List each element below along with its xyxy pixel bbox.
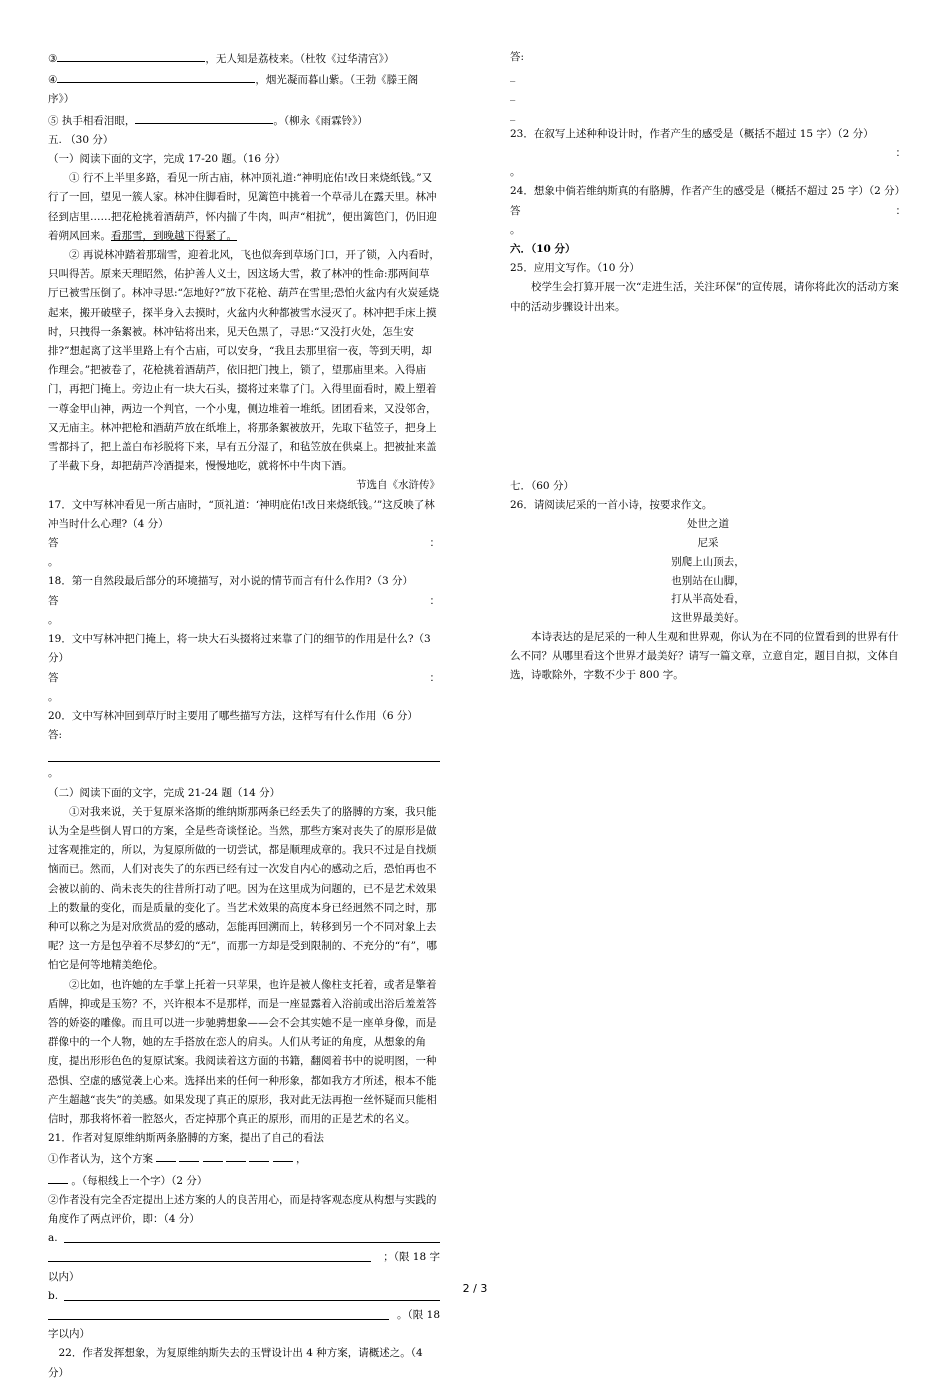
answer-line[interactable]	[48, 749, 440, 762]
question-26-body: 本诗表达的是尼采的一种人生观和世界观，你认为在不同的位置看到的世界有什么不同？从哪里看这个世界才最美好？请写一篇文章，立意自定，题目自拟，文体自选，诗歌除外，字数不少于 800 字。	[510, 631, 899, 682]
answer-24[interactable]: 答 ：	[510, 204, 906, 217]
char-blank[interactable]	[249, 1148, 269, 1162]
fill-blank-4: ④ ，烟光凝而暮山紫。（王勃《滕王阁	[48, 69, 440, 90]
answer-19[interactable]: 答 ：	[48, 671, 440, 684]
char-blank[interactable]	[179, 1148, 199, 1162]
answer-end: 。	[48, 556, 59, 569]
question-21-1-cont: 。（每根线上一个字）（2 分）	[48, 1170, 440, 1191]
answer-21-a-limit: 以内）	[48, 1270, 80, 1283]
section-5-title: 五. （30 分）	[48, 133, 114, 146]
answer-21-a-cont: ；（限 18 字	[48, 1248, 440, 1267]
answer-23[interactable]: ：	[895, 147, 906, 160]
fill-blank-5: ⑤ 执手相看泪眼， 。（柳永《雨霖铃》）	[48, 110, 440, 131]
answer-22-label: 答:	[510, 51, 525, 63]
answer-space[interactable]	[510, 317, 906, 477]
right-column	[510, 48, 906, 686]
answer-end: 。	[510, 223, 521, 236]
answer-21-b-limit: 字以内）	[48, 1328, 90, 1341]
answer-dash[interactable]: _	[510, 89, 516, 102]
answer-line[interactable]	[135, 110, 273, 124]
char-blank[interactable]	[48, 1170, 68, 1184]
question-21-1: ①作者认为，这个方案 ，	[48, 1148, 440, 1169]
answer-end: 。	[510, 166, 521, 179]
section-7-title: 七．（60 分）	[510, 479, 574, 492]
passage-paragraph-1: ① 行不上半里多路，看见一所古庙，林冲顶礼道:“神明庇佑!改日来烧纸钱。”又行了一回，望见一簇人家。林冲住脚看时，见篱笆中挑着一个草帚儿在露天里。林冲径到店里……把花枪挑着酒葫芦，怀内揣了牛肉，叫声“相扰”，便出篱笆门，仍旧迎着朔风回来。看那雪，到晚越下得紧了。	[48, 172, 437, 242]
question-20: 20．文中写林冲回到草厅时主要用了哪些描写方法，这样写有什么作用（6 分）	[48, 709, 418, 722]
answer-18[interactable]: 答 ：	[48, 594, 440, 607]
answer-20-label: 答:	[48, 729, 63, 742]
answer-end: 。	[48, 690, 59, 703]
poem	[510, 515, 906, 628]
answer-line[interactable]	[48, 1306, 389, 1320]
answer-line[interactable]	[57, 48, 205, 62]
char-blank[interactable]	[156, 1148, 176, 1162]
section-6-title: 六．（10 分）	[510, 243, 576, 256]
char-blank[interactable]	[226, 1148, 246, 1162]
question-22: 22．作者发挥想象，为复原维纳斯失去的玉臂设计出 4 种方案，请概述之。（4 分）	[48, 1347, 423, 1379]
poem-author: 尼采	[697, 537, 719, 550]
question-17: 17．文中写林冲看见一所古庙时，“顶礼道：‘神明庇佑!改日来烧纸钱。’”这反映了林冲当时什么心理?（4 分）	[48, 498, 435, 530]
passage-paragraph-3: ①对我来说，关于复原米洛斯的维纳斯那两条已经丢失了的胳膊的方案，我只能认为全是些倒人胃口的方案，全是些奇谈怪论。当然，那些方案对丧失了的原形是做过客观推定的，所以，为复原所做的一切尝试，都是顺理成章的。我只不过是自找烦恼而已。然而，人们对丧失了的东西已经有过一次发自内心的感动之后，恐怕再也不会被以前的、尚未丧失的往昔所打动了吧。因为在这里成为问题的，已不是艺术效果上的数量的变化，而是质量的变化了。当艺术效果的高度本身已经迥然不同之时，那种可以称之为是对欣赏品的爱的感动，怎能再回溯而上，转移到另一个不同对象上去呢？这一方是包孕着不尽梦幻的“无”，而那一方却是受到限制的、不充分的“有”，哪怕它是何等地精美绝伦。	[48, 805, 437, 972]
part-1-intro: （一）阅读下面的文字，完成 17-20 题。（16 分）	[48, 153, 286, 166]
passage-paragraph-4: ②比如，也许她的左手掌上托着一只苹果，也许是被人像柱支托着，或者是擎着盾牌，抑或是玉笏？不，兴许根本不是那样，而是一座显露着入浴前或出浴后羞羞答答的娇姿的雕像。而且可以进一步驰骋想象——会不会其实她不是一座单身像，而是群像中的一个人物，她的左手搭放在恋人的肩头。人们从考证的角度，从想象的角度，提出形形色色的复原试案。我阅读着这方面的书籍，翻阅着书中的说明图，一种恐惧、空虚的感觉袭上心来。选择出来的任何一种形象，都如我方才所述，根本不能产生超越“丧失”的美感。如果发现了真正的原形，我对此无法再抱一丝怀疑而只能相信时，那我将怀着一腔怒火，否定掉那个真正的原形，而用的正是艺术的名义。	[48, 978, 437, 1125]
answer-21-b-cont: 。（限 18	[48, 1306, 440, 1325]
question-26: 26．请阅读尼采的一首小诗，按要求作文。	[510, 499, 713, 512]
answer-end: 。	[48, 613, 59, 626]
passage-paragraph-2: ② 再说林冲踏着那瑞雪，迎着北风，飞也似奔到草场门口，开了锁，入内看时，只叫得苦。原来天理昭然，佑护善人义士，因这场大雪，救了林冲的性命:那两间草厅已被雪压倒了。林冲寻思:“怎地好?”放下花枪、葫芦在雪里;恐怕火盆内有火炭延烧起来，搬开破壁子，探半身入去摸时，火盆内火种都被雪水浸灭了。林冲把手床上摸时，只拽得一条絮被。林冲钻将出来，见天色黑了，寻思:“又没打火处，怎生安排?”想起离了这半里路上有个古庙，可以安身，“我且去那里宿一夜，等到天明，却作理会。”把被卷了，花枪挑着酒葫芦，依旧把门拽上，锁了，望那庙里来。入得庙门，再把门掩上。旁边止有一块大石头，掇将过来靠了门。入得里面看时，殿上塑着一尊金甲山神，两边一个判官，一个小鬼，侧边堆着一堆纸。团团看来，又没邻舍，又无庙主。林冲把枪和酒葫芦放在纸堆上，将那条絮被放开，先取下毡笠子，把身上雪都抖了，把上盖白布衫脱将下来，早有五分湿了，和毡笠放在供桌上。把被扯来盖了半截下身，却把葫芦冷酒提来，慢慢地吃，就将怀中牛肉下酒。	[48, 249, 440, 473]
poem-line: 这世界最美好。	[671, 612, 745, 625]
answer-line[interactable]	[57, 69, 255, 83]
poem-title: 处世之道	[687, 518, 729, 531]
question-21: 21．作者对复原维纳斯两条胳膊的方案，提出了自己的看法	[48, 1132, 324, 1145]
poem-line: 也别站在山脚，	[671, 574, 745, 587]
fill-blank-4-cont: 序》）	[48, 93, 75, 106]
left-column	[48, 48, 440, 1383]
fill-blank-3: ③ ，无人知是荔枝来。（杜牧《过华清宫》）	[48, 48, 440, 69]
part-2-intro: （二）阅读下面的文字，完成 21-24 题（14 分）	[48, 786, 281, 799]
answer-line[interactable]	[64, 1229, 440, 1243]
answer-dash[interactable]: _	[510, 108, 516, 121]
answer-21-a: a.	[48, 1229, 440, 1248]
answer-21-b: b.	[48, 1287, 440, 1306]
answer-dash[interactable]: _	[510, 70, 516, 83]
passage-source: 节选自《水浒传》	[356, 479, 440, 492]
answer-line[interactable]	[48, 1248, 371, 1262]
char-blank[interactable]	[273, 1148, 293, 1162]
page-number: 2 / 3	[462, 1282, 488, 1295]
question-21-2: ②作者没有完全否定提出上述方案的人的良苦用心，而是持客观态度从构想与实践的角度作了两点评价，即：（4 分）	[48, 1193, 437, 1225]
answer-17[interactable]: 答 ：	[48, 537, 440, 550]
answer-end: 。	[48, 767, 59, 780]
underlined-sentence: 看那雪，到晚越下得紧了。	[111, 229, 237, 242]
poem-line: 打从半高处看，	[671, 593, 745, 606]
question-25-body: 校学生会打算开展一次“走进生活，关注环保”的宣传展，请你将此次的活动方案中的活动步骤设计出来。	[510, 281, 899, 313]
question-18: 18．第一自然段最后部分的环境描写，对小说的情节而言有什么作用?（3 分）	[48, 575, 414, 588]
poem-line: 别爬上山顶去，	[671, 555, 745, 568]
question-24: 24．想象中倘若维纳斯真的有胳膊，作者产生的感受是（概括不超过 25 字）（2 分）	[510, 185, 906, 198]
question-25: 25．应用文写作。（10 分）	[510, 262, 640, 275]
question-19: 19．文中写林冲把门掩上，将一块大石头掇将过来靠了门的细节的作用是什么?（3 分）	[48, 633, 431, 665]
question-23: 23．在叙写上述种种设计时，作者产生的感受是（概括不超过 15 字）（2 分）	[510, 127, 874, 140]
char-blank[interactable]	[203, 1148, 223, 1162]
